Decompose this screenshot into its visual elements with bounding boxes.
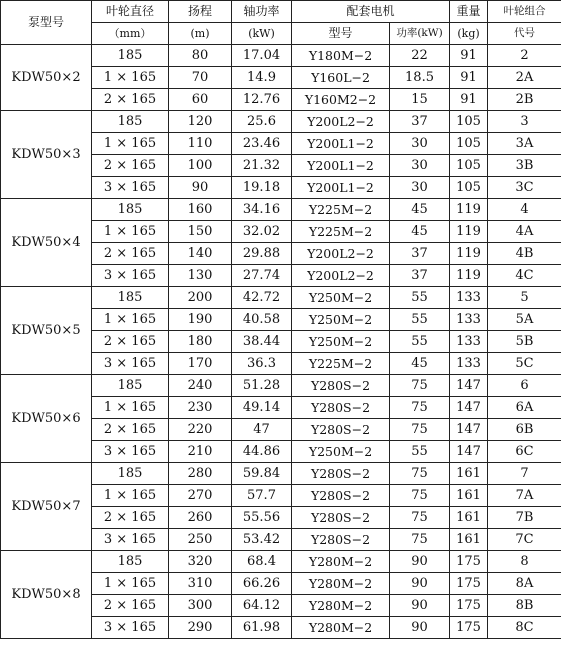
cell-motor-type: Y200L1−2 <box>292 155 390 177</box>
cell-weight: 175 <box>450 617 488 639</box>
cell-impeller-code: 5C <box>488 353 561 375</box>
cell-impeller-code: 6A <box>488 397 561 419</box>
cell-impeller-diameter: 1 × 165 <box>92 309 169 331</box>
cell-weight: 147 <box>450 397 488 419</box>
cell-head: 70 <box>169 67 232 89</box>
cell-motor-type: Y160M2−2 <box>292 89 390 111</box>
cell-impeller-diameter: 1 × 165 <box>92 573 169 595</box>
cell-pump-model: KDW50×4 <box>1 199 92 287</box>
cell-impeller-diameter: 1 × 165 <box>92 67 169 89</box>
cell-weight: 147 <box>450 441 488 463</box>
cell-shaft-power: 47 <box>232 419 292 441</box>
cell-motor-type: Y280S−2 <box>292 507 390 529</box>
cell-head: 170 <box>169 353 232 375</box>
cell-motor-type: Y200L1−2 <box>292 177 390 199</box>
cell-shaft-power: 61.98 <box>232 617 292 639</box>
cell-motor-type: Y280S−2 <box>292 397 390 419</box>
cell-motor-power: 75 <box>390 463 450 485</box>
cell-weight: 175 <box>450 595 488 617</box>
cell-head: 280 <box>169 463 232 485</box>
cell-impeller-diameter: 3 × 165 <box>92 177 169 199</box>
cell-weight: 161 <box>450 507 488 529</box>
cell-weight: 133 <box>450 331 488 353</box>
cell-motor-power: 15 <box>390 89 450 111</box>
cell-head: 260 <box>169 507 232 529</box>
table-row <box>1 287 561 309</box>
cell-head: 220 <box>169 419 232 441</box>
header-motor-power: 功率(kW) <box>390 23 450 45</box>
header-pump-model: 泵型号 <box>1 1 92 45</box>
cell-impeller-diameter: 3 × 165 <box>92 529 169 551</box>
cell-impeller-code: 4B <box>488 243 561 265</box>
header-shaft-power: 轴功率 <box>232 1 292 23</box>
cell-shaft-power: 25.6 <box>232 111 292 133</box>
cell-impeller-code: 7A <box>488 485 561 507</box>
cell-motor-power: 37 <box>390 243 450 265</box>
cell-motor-power: 45 <box>390 199 450 221</box>
cell-impeller-code: 5B <box>488 331 561 353</box>
header-shaft-power-unit: (kW) <box>232 23 292 45</box>
cell-motor-type: Y280M−2 <box>292 573 390 595</box>
cell-impeller-diameter: 1 × 165 <box>92 485 169 507</box>
cell-motor-type: Y280S−2 <box>292 463 390 485</box>
header-weight-unit: (kg) <box>450 23 488 45</box>
cell-shaft-power: 32.02 <box>232 221 292 243</box>
cell-shaft-power: 38.44 <box>232 331 292 353</box>
cell-head: 140 <box>169 243 232 265</box>
cell-head: 290 <box>169 617 232 639</box>
cell-shaft-power: 21.32 <box>232 155 292 177</box>
cell-impeller-code: 6B <box>488 419 561 441</box>
cell-impeller-diameter: 2 × 165 <box>92 419 169 441</box>
cell-shaft-power: 23.46 <box>232 133 292 155</box>
cell-pump-model: KDW50×7 <box>1 463 92 551</box>
cell-head: 250 <box>169 529 232 551</box>
cell-head: 200 <box>169 287 232 309</box>
cell-motor-type: Y250M−2 <box>292 309 390 331</box>
cell-motor-power: 37 <box>390 265 450 287</box>
cell-head: 160 <box>169 199 232 221</box>
cell-weight: 133 <box>450 287 488 309</box>
cell-motor-type: Y225M−2 <box>292 199 390 221</box>
cell-motor-power: 30 <box>390 177 450 199</box>
table-row <box>1 199 561 221</box>
cell-weight: 91 <box>450 45 488 67</box>
cell-motor-power: 90 <box>390 617 450 639</box>
cell-impeller-code: 6C <box>488 441 561 463</box>
table-body <box>1 45 561 639</box>
cell-shaft-power: 64.12 <box>232 595 292 617</box>
cell-pump-model: KDW50×3 <box>1 111 92 199</box>
header-impeller-combo-code: 代号 <box>488 23 561 45</box>
cell-motor-type: Y180M−2 <box>292 45 390 67</box>
table-row <box>1 551 561 573</box>
cell-motor-type: Y250M−2 <box>292 441 390 463</box>
cell-weight: 133 <box>450 353 488 375</box>
cell-impeller-diameter: 3 × 165 <box>92 617 169 639</box>
cell-motor-type: Y280S−2 <box>292 529 390 551</box>
cell-shaft-power: 44.86 <box>232 441 292 463</box>
cell-impeller-code: 3B <box>488 155 561 177</box>
cell-motor-power: 75 <box>390 485 450 507</box>
table-header <box>1 1 561 45</box>
cell-weight: 105 <box>450 111 488 133</box>
cell-impeller-diameter: 1 × 165 <box>92 133 169 155</box>
cell-impeller-diameter: 2 × 165 <box>92 331 169 353</box>
cell-motor-power: 75 <box>390 375 450 397</box>
cell-impeller-code: 3 <box>488 111 561 133</box>
header-motor: 配套电机 <box>292 1 450 23</box>
cell-impeller-diameter: 2 × 165 <box>92 243 169 265</box>
cell-weight: 119 <box>450 265 488 287</box>
cell-impeller-diameter: 3 × 165 <box>92 441 169 463</box>
cell-shaft-power: 14.9 <box>232 67 292 89</box>
cell-motor-type: Y280M−2 <box>292 595 390 617</box>
cell-impeller-diameter: 185 <box>92 111 169 133</box>
cell-motor-power: 90 <box>390 573 450 595</box>
cell-impeller-diameter: 185 <box>92 375 169 397</box>
cell-weight: 91 <box>450 67 488 89</box>
cell-shaft-power: 57.7 <box>232 485 292 507</box>
cell-impeller-code: 2B <box>488 89 561 111</box>
cell-motor-power: 30 <box>390 155 450 177</box>
cell-motor-type: Y225M−2 <box>292 353 390 375</box>
table-row <box>1 45 561 67</box>
cell-motor-type: Y250M−2 <box>292 331 390 353</box>
cell-motor-power: 30 <box>390 133 450 155</box>
cell-shaft-power: 36.3 <box>232 353 292 375</box>
cell-pump-model: KDW50×2 <box>1 45 92 111</box>
cell-motor-power: 45 <box>390 353 450 375</box>
cell-impeller-code: 7B <box>488 507 561 529</box>
cell-head: 320 <box>169 551 232 573</box>
cell-head: 80 <box>169 45 232 67</box>
cell-impeller-code: 6 <box>488 375 561 397</box>
cell-weight: 175 <box>450 551 488 573</box>
cell-impeller-diameter: 185 <box>92 287 169 309</box>
cell-impeller-diameter: 2 × 165 <box>92 89 169 111</box>
cell-motor-type: Y160L−2 <box>292 67 390 89</box>
cell-impeller-diameter: 185 <box>92 45 169 67</box>
cell-head: 190 <box>169 309 232 331</box>
cell-impeller-diameter: 2 × 165 <box>92 507 169 529</box>
table-row <box>1 375 561 397</box>
cell-motor-type: Y280S−2 <box>292 419 390 441</box>
header-row-1 <box>1 1 561 23</box>
cell-impeller-code: 3C <box>488 177 561 199</box>
cell-impeller-code: 8A <box>488 573 561 595</box>
cell-weight: 105 <box>450 177 488 199</box>
cell-shaft-power: 12.76 <box>232 89 292 111</box>
cell-head: 270 <box>169 485 232 507</box>
cell-impeller-code: 2 <box>488 45 561 67</box>
cell-motor-power: 22 <box>390 45 450 67</box>
cell-motor-type: Y250M−2 <box>292 287 390 309</box>
table-row <box>1 463 561 485</box>
cell-motor-type: Y280M−2 <box>292 551 390 573</box>
cell-impeller-diameter: 185 <box>92 551 169 573</box>
header-head-unit: (m) <box>169 23 232 45</box>
cell-pump-model: KDW50×5 <box>1 287 92 375</box>
cell-head: 100 <box>169 155 232 177</box>
cell-pump-model: KDW50×6 <box>1 375 92 463</box>
cell-motor-type: Y200L2−2 <box>292 243 390 265</box>
cell-weight: 105 <box>450 155 488 177</box>
cell-impeller-diameter: 1 × 165 <box>92 397 169 419</box>
cell-motor-power: 75 <box>390 507 450 529</box>
cell-motor-power: 75 <box>390 419 450 441</box>
cell-impeller-code: 7C <box>488 529 561 551</box>
cell-shaft-power: 49.14 <box>232 397 292 419</box>
cell-head: 130 <box>169 265 232 287</box>
cell-impeller-diameter: 2 × 165 <box>92 155 169 177</box>
cell-shaft-power: 42.72 <box>232 287 292 309</box>
cell-motor-power: 75 <box>390 397 450 419</box>
cell-motor-power: 55 <box>390 441 450 463</box>
cell-shaft-power: 55.56 <box>232 507 292 529</box>
cell-motor-power: 90 <box>390 551 450 573</box>
cell-head: 60 <box>169 89 232 111</box>
cell-shaft-power: 66.26 <box>232 573 292 595</box>
cell-impeller-code: 3A <box>488 133 561 155</box>
cell-weight: 91 <box>450 89 488 111</box>
cell-head: 210 <box>169 441 232 463</box>
header-head: 扬程 <box>169 1 232 23</box>
cell-weight: 161 <box>450 463 488 485</box>
cell-impeller-code: 8 <box>488 551 561 573</box>
cell-shaft-power: 17.04 <box>232 45 292 67</box>
header-impeller-combo: 叶轮组合 <box>488 1 561 23</box>
cell-motor-power: 55 <box>390 309 450 331</box>
cell-impeller-code: 4A <box>488 221 561 243</box>
cell-weight: 133 <box>450 309 488 331</box>
cell-motor-power: 75 <box>390 529 450 551</box>
cell-head: 310 <box>169 573 232 595</box>
cell-motor-power: 45 <box>390 221 450 243</box>
cell-shaft-power: 19.18 <box>232 177 292 199</box>
cell-impeller-code: 8C <box>488 617 561 639</box>
cell-shaft-power: 40.58 <box>232 309 292 331</box>
cell-shaft-power: 29.88 <box>232 243 292 265</box>
cell-impeller-diameter: 3 × 165 <box>92 353 169 375</box>
cell-head: 120 <box>169 111 232 133</box>
cell-impeller-code: 2A <box>488 67 561 89</box>
cell-weight: 147 <box>450 375 488 397</box>
cell-shaft-power: 51.28 <box>232 375 292 397</box>
cell-impeller-diameter: 1 × 165 <box>92 221 169 243</box>
cell-shaft-power: 27.74 <box>232 265 292 287</box>
cell-shaft-power: 34.16 <box>232 199 292 221</box>
cell-weight: 105 <box>450 133 488 155</box>
cell-motor-type: Y200L1−2 <box>292 133 390 155</box>
cell-head: 90 <box>169 177 232 199</box>
cell-impeller-code: 5 <box>488 287 561 309</box>
cell-shaft-power: 59.84 <box>232 463 292 485</box>
cell-impeller-code: 7 <box>488 463 561 485</box>
cell-motor-power: 55 <box>390 331 450 353</box>
cell-weight: 147 <box>450 419 488 441</box>
cell-motor-type: Y200L2−2 <box>292 265 390 287</box>
cell-weight: 161 <box>450 485 488 507</box>
cell-pump-model: KDW50×8 <box>1 551 92 639</box>
cell-head: 230 <box>169 397 232 419</box>
cell-impeller-code: 4C <box>488 265 561 287</box>
cell-weight: 161 <box>450 529 488 551</box>
cell-impeller-diameter: 3 × 165 <box>92 265 169 287</box>
cell-motor-power: 37 <box>390 111 450 133</box>
cell-head: 180 <box>169 331 232 353</box>
header-impeller-diameter: 叶轮直径 <box>92 1 169 23</box>
cell-head: 240 <box>169 375 232 397</box>
cell-impeller-diameter: 185 <box>92 199 169 221</box>
cell-weight: 119 <box>450 199 488 221</box>
cell-weight: 119 <box>450 221 488 243</box>
cell-motor-type: Y280S−2 <box>292 375 390 397</box>
cell-motor-power: 90 <box>390 595 450 617</box>
header-weight: 重量 <box>450 1 488 23</box>
header-impeller-diameter-unit: （mm） <box>92 23 169 45</box>
cell-impeller-diameter: 2 × 165 <box>92 595 169 617</box>
cell-impeller-code: 5A <box>488 309 561 331</box>
cell-head: 150 <box>169 221 232 243</box>
cell-head: 110 <box>169 133 232 155</box>
cell-shaft-power: 53.42 <box>232 529 292 551</box>
cell-motor-power: 55 <box>390 287 450 309</box>
cell-weight: 119 <box>450 243 488 265</box>
cell-impeller-code: 8B <box>488 595 561 617</box>
cell-motor-type: Y280M−2 <box>292 617 390 639</box>
cell-motor-type: Y280S−2 <box>292 485 390 507</box>
cell-motor-power: 18.5 <box>390 67 450 89</box>
cell-impeller-code: 4 <box>488 199 561 221</box>
cell-head: 300 <box>169 595 232 617</box>
table-row <box>1 111 561 133</box>
cell-shaft-power: 68.4 <box>232 551 292 573</box>
cell-motor-type: Y225M−2 <box>292 221 390 243</box>
cell-impeller-diameter: 185 <box>92 463 169 485</box>
header-motor-type: 型号 <box>292 23 390 45</box>
cell-motor-type: Y200L2−2 <box>292 111 390 133</box>
cell-weight: 175 <box>450 573 488 595</box>
